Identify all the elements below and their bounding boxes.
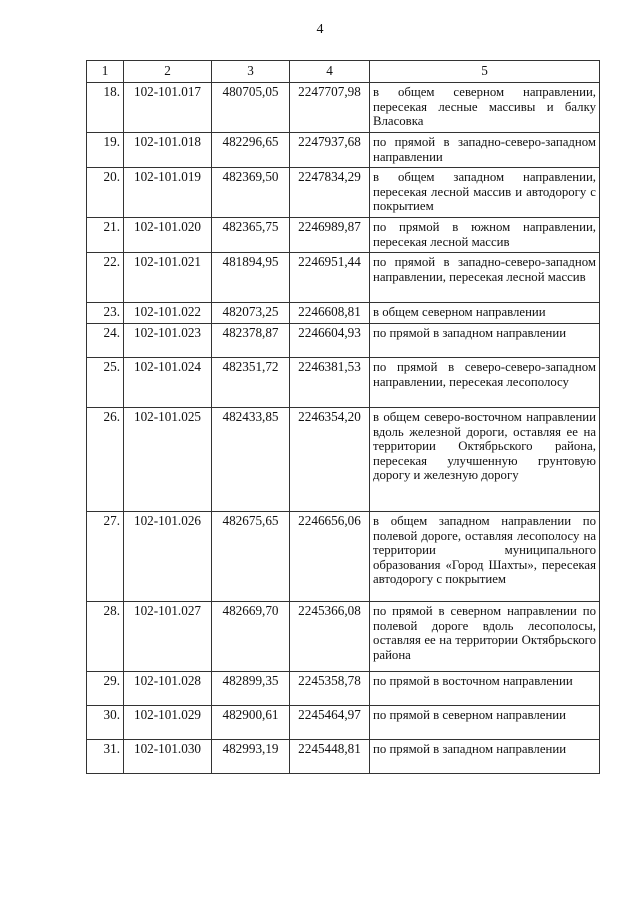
point-code-cell: 102-101.017 <box>124 83 212 133</box>
table-row <box>87 407 600 511</box>
route-description-cell: в общем северном направлении <box>370 303 600 324</box>
route-description-cell: по прямой в восточном направлении <box>370 671 600 705</box>
point-code-cell: 102-101.023 <box>124 323 212 357</box>
row-number-cell: 26. <box>87 407 124 511</box>
table-row <box>87 133 600 168</box>
point-code-cell: 102-101.018 <box>124 133 212 168</box>
coordinate-x-cell: 481894,95 <box>212 253 290 303</box>
point-code-cell: 102-101.022 <box>124 303 212 324</box>
route-description-cell: по прямой в северо-северо-западном направлении, пересекая лесополосу <box>370 357 600 407</box>
coordinate-x-cell: 482296,65 <box>212 133 290 168</box>
page-number: 4 <box>316 22 324 37</box>
row-number-cell: 29. <box>87 671 124 705</box>
point-code-cell: 102-101.021 <box>124 253 212 303</box>
coordinate-y-cell: 2246656,06 <box>290 511 370 601</box>
row-number-cell: 20. <box>87 168 124 218</box>
coordinate-x-cell: 482900,61 <box>212 705 290 739</box>
coordinate-x-cell: 482378,87 <box>212 323 290 357</box>
coordinate-y-cell: 2245366,08 <box>290 601 370 671</box>
column-header-3: 3 <box>212 61 290 83</box>
route-description-cell: по прямой в северном направлении <box>370 705 600 739</box>
row-number-cell: 23. <box>87 303 124 324</box>
coordinate-x-cell: 482899,35 <box>212 671 290 705</box>
coordinate-y-cell: 2246608,81 <box>290 303 370 324</box>
coordinate-y-cell: 2247707,98 <box>290 83 370 133</box>
row-number-cell: 22. <box>87 253 124 303</box>
table-row <box>87 253 600 303</box>
table-row <box>87 303 600 324</box>
route-description-cell: по прямой в западно-северо-западном направлении, пересекая лесной массив <box>370 253 600 303</box>
route-description-cell: по прямой в западно-северо-западном направлении <box>370 133 600 168</box>
point-code-cell: 102-101.026 <box>124 511 212 601</box>
coordinate-y-cell: 2247937,68 <box>290 133 370 168</box>
table-header-row <box>87 61 600 83</box>
route-description-cell: в общем северо-восточном направлении вдоль железной дороги, оставляя ее на территории Октябрьского района, пересекая улучшенную грунтовую дорогу и железную дорогу <box>370 407 600 511</box>
table-row <box>87 168 600 218</box>
row-number-cell: 19. <box>87 133 124 168</box>
table-row <box>87 357 600 407</box>
point-code-cell: 102-101.020 <box>124 218 212 253</box>
coordinate-y-cell: 2246604,93 <box>290 323 370 357</box>
table-row <box>87 218 600 253</box>
column-header-5: 5 <box>370 61 600 83</box>
coordinate-x-cell: 480705,05 <box>212 83 290 133</box>
route-description-cell: по прямой в западном направлении <box>370 323 600 357</box>
row-number-cell: 25. <box>87 357 124 407</box>
coordinate-x-cell: 482351,72 <box>212 357 290 407</box>
row-number-cell: 18. <box>87 83 124 133</box>
column-header-2: 2 <box>124 61 212 83</box>
coordinate-x-cell: 482365,75 <box>212 218 290 253</box>
table-row <box>87 83 600 133</box>
route-description-cell: по прямой в западном направлении <box>370 739 600 773</box>
coordinate-y-cell: 2246354,20 <box>290 407 370 511</box>
table-row <box>87 705 600 739</box>
route-description-cell: по прямой в южном направлении, пересекая лесной массив <box>370 218 600 253</box>
route-description-cell: по прямой в северном направлении по полевой дороге вдоль лесополосы, оставляя ее на территории Октябрьского района <box>370 601 600 671</box>
row-number-cell: 28. <box>87 601 124 671</box>
row-number-cell: 21. <box>87 218 124 253</box>
coordinate-x-cell: 482369,50 <box>212 168 290 218</box>
table-row <box>87 671 600 705</box>
table-row <box>87 323 600 357</box>
route-description-cell: в общем северном направлении, пересекая лесные массивы и балку Власовка <box>370 83 600 133</box>
coordinate-x-cell: 482993,19 <box>212 739 290 773</box>
table-row <box>87 739 600 773</box>
row-number-cell: 27. <box>87 511 124 601</box>
route-description-cell: в общем западном направлении, пересекая лесной массив и автодорогу с покрытием <box>370 168 600 218</box>
coordinate-y-cell: 2246381,53 <box>290 357 370 407</box>
point-code-cell: 102-101.019 <box>124 168 212 218</box>
point-code-cell: 102-101.025 <box>124 407 212 511</box>
point-code-cell: 102-101.029 <box>124 705 212 739</box>
table-body <box>87 83 600 774</box>
coordinate-y-cell: 2245448,81 <box>290 739 370 773</box>
column-header-4: 4 <box>290 61 370 83</box>
coordinate-y-cell: 2245358,78 <box>290 671 370 705</box>
point-code-cell: 102-101.028 <box>124 671 212 705</box>
table-row <box>87 511 600 601</box>
point-code-cell: 102-101.030 <box>124 739 212 773</box>
coordinate-x-cell: 482073,25 <box>212 303 290 324</box>
row-number-cell: 30. <box>87 705 124 739</box>
point-code-cell: 102-101.027 <box>124 601 212 671</box>
coordinate-y-cell: 2246989,87 <box>290 218 370 253</box>
boundary-points-table <box>86 60 600 774</box>
route-description-cell: в общем западном направлении по полевой дороге, оставляя лесополосу на территории муниципального образования «Город Шахты», пересекая автодорогу с покрытием <box>370 511 600 601</box>
coordinate-y-cell: 2245464,97 <box>290 705 370 739</box>
point-code-cell: 102-101.024 <box>124 357 212 407</box>
coordinate-x-cell: 482669,70 <box>212 601 290 671</box>
coordinate-y-cell: 2246951,44 <box>290 253 370 303</box>
row-number-cell: 24. <box>87 323 124 357</box>
coordinate-x-cell: 482433,85 <box>212 407 290 511</box>
coordinate-x-cell: 482675,65 <box>212 511 290 601</box>
table-row <box>87 601 600 671</box>
row-number-cell: 31. <box>87 739 124 773</box>
column-header-1: 1 <box>87 61 124 83</box>
coordinate-y-cell: 2247834,29 <box>290 168 370 218</box>
